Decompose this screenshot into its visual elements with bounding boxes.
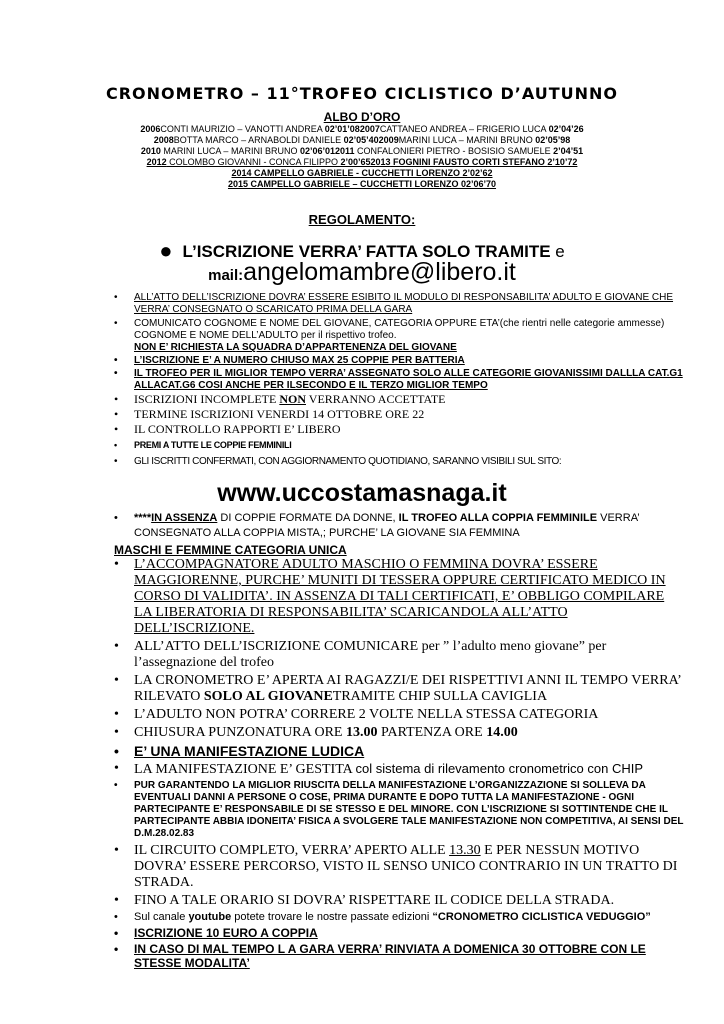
- winner-time: 02’06’01: [299, 146, 335, 156]
- winners-row: [0, 124, 724, 135]
- winner-year: 2012: [146, 157, 167, 167]
- winner-year: 2006: [140, 124, 161, 134]
- rule-text: ALL’ATTO DELL’ISCRIZIONE COMUNICARE: [134, 639, 422, 654]
- rule-text: DI COPPIE FORMATE DA DONNE,: [217, 512, 399, 524]
- rules-list-large: [114, 557, 684, 970]
- mail-line: [0, 258, 724, 287]
- list-item: [114, 455, 684, 468]
- list-item: [114, 725, 684, 741]
- rule-text: per ” l’adulto meno giovane” per l’assegnazione del trofeo: [134, 639, 607, 670]
- list-item: [114, 423, 684, 436]
- winner-names: CATTANEO ANDREA – FRIGERIO LUCA: [379, 124, 549, 134]
- rule-text: LA MANIFESTAZIONE E’ GESTITA: [134, 762, 356, 777]
- list-item: [114, 511, 684, 541]
- rule-text: IL CONTROLLO RAPPORTI E’ LIBERO: [134, 422, 341, 436]
- assenza-list: [114, 511, 684, 541]
- rule-text: NON E’ RICHIESTA LA SQUADRA D’APPARTENENZA DEL GIOVANE: [134, 342, 457, 353]
- rule-text: LA CRONOMETRO E’ APERTA AI RAGAZZI/E DEI RISPETTIVI ANNI IL TEMPO VERRA’ RILEVATO: [134, 673, 681, 704]
- mail-label: mail:: [208, 267, 244, 284]
- rule-text: CHIUSURA PUNZONATURA ORE: [134, 725, 346, 740]
- rule-text: E’ UNA MANIFESTAZIONE LUDICA: [134, 743, 365, 759]
- winners-list: [0, 124, 724, 190]
- winner-time: 2’00’65: [340, 157, 371, 167]
- list-item: [114, 439, 684, 452]
- list-item: [114, 318, 684, 354]
- list-item: [114, 780, 684, 840]
- winners-row: 2015 CAMPELLO GABRIELE – CUCCHETTI LORENZO 02’06’70: [227, 179, 497, 189]
- rule-text: youtube: [188, 911, 232, 923]
- rule-text: “CRONOMETRO CICLISTICA VEDUGGIO”: [432, 911, 651, 923]
- list-item: [114, 639, 684, 671]
- list-item: [114, 368, 684, 392]
- iscrizione-conj: e: [550, 242, 565, 261]
- winners-row: [0, 135, 724, 146]
- rule-text: per il rispettivo trofeo.: [300, 330, 397, 341]
- list-item: [114, 292, 684, 316]
- rule-text: IL TROFEO PER IL MIGLIOR TEMPO VERRA’ ASSEGNATO SOLO ALLE CATEGORIE GIOVANISSIMI DALLLA CAT.G1 ALLACAT.G6 COSI ANCHE PER ILSECONDO E IL TERZO MIGLIOR TEMPO: [134, 368, 683, 391]
- rule-text: Sul canale: [134, 911, 189, 923]
- rule-text: ISCRIZIONI INCOMPLETE: [134, 392, 280, 406]
- rule-text: ****: [134, 512, 152, 524]
- rule-text: L’ADULTO NON POTRA’ CORRERE 2 VOLTE NELLA STESSA CATEGORIA: [134, 707, 599, 722]
- rule-text: VERRA’ CONSEGNATO ALLA COPPIA MISTA,; PURCHE’ LA GIOVANE SIA FEMMINA: [134, 512, 640, 539]
- winner-time: 2’10’72: [547, 157, 578, 167]
- list-item: [114, 557, 684, 637]
- winner-time: 02’05’40: [343, 135, 379, 145]
- rule-text: (che rientri nelle categorie ammesse): [499, 318, 665, 329]
- rule-text: L’ISCRIZIONE E’ A NUMERO CHIUSO MAX 25 COPPIE PER BATTERIA: [134, 355, 465, 366]
- rule-text: 13.00: [345, 725, 378, 740]
- rule-text: COMUNICATO COGNOME E NOME DEL GIOVANE, CATEGORIA OPPURE ETA’: [134, 318, 500, 329]
- winner-year: 2008: [153, 135, 174, 145]
- rule-text: NON: [279, 392, 306, 406]
- rule-text: FINO A TALE ORARIO SI DOVRA’ RISPETTARE IL CODICE DELLA STRADA.: [134, 893, 615, 908]
- winner-names: MARINI LUCA – MARINI BRUNO: [160, 146, 300, 156]
- winner-time: 02’04’26: [548, 124, 584, 134]
- bullet-icon: ●: [159, 238, 173, 263]
- rule-text: SOLO AL GIOVANE: [203, 689, 333, 704]
- winners-row: 2014 CAMPELLO GABRIELE - CUCCHETTI LORENZO 2’02’62: [231, 168, 493, 178]
- list-item: [114, 743, 684, 759]
- mail-address: angelomambre@libero.it: [243, 258, 516, 286]
- winner-time: 02’01’08: [324, 124, 360, 134]
- rule-text: PREMI A TUTTE LE COPPIE FEMMINILI: [134, 440, 292, 450]
- list-item: [114, 707, 684, 723]
- maschi-femmine-heading: MASCHI E FEMMINE CATEGORIA UNICA: [114, 543, 347, 557]
- winners-row: [0, 157, 724, 168]
- rule-text: col sistema di rilevamento cronometrico con CHIP: [355, 761, 644, 776]
- winner-names: COLOMBO GIOVANNI - CONCA FILIPPO: [166, 157, 341, 167]
- document-title: CRONOMETRO – 11°TROFEO CICLISTICO D’AUTUNNO: [105, 84, 619, 103]
- winner-names: CONTI MAURIZIO – VANOTTI ANDREA: [160, 124, 325, 134]
- winner-names: FOGNINI FAUSTO CORTI STEFANO: [390, 157, 548, 167]
- winner-names: MARINI LUCA – MARINI BRUNO: [398, 135, 536, 145]
- rule-text: IN CASO DI MAL TEMPO L A GARA VERRA’ RINVIATA A DOMENICA 30 OTTOBRE CON LE STESSE MODALITA’: [134, 942, 646, 970]
- winner-year: 2011: [335, 146, 355, 156]
- list-item: [114, 393, 684, 406]
- winner-year: 2013: [370, 157, 391, 167]
- regolamento-heading: REGOLAMENTO:: [308, 212, 416, 227]
- winner-names: BOTTA MARCO – ARNABOLDI DANIELE: [173, 135, 344, 145]
- list-item: [114, 926, 684, 940]
- winner-year: 2007: [359, 124, 380, 134]
- list-item: [114, 408, 684, 421]
- rule-text: GLI ISCRITTI CONFERMATI, CON AGGIORNAMENTO QUOTIDIANO, SARANNO VISIBILI SUL SITO:: [134, 456, 562, 467]
- rules-list-small: [114, 292, 684, 468]
- rule-text: ALL’ATTO DELL’ISCRIZIONE DOVRA’ ESSERE ESIBITO IL MODULO DI RESPONSABILITA’ ADULTO E GIOVANE CHE VERRA’ CONSEGNATO O SCARICATO PRIMA DELLA GARA: [134, 292, 674, 315]
- winner-year: 2010: [140, 146, 161, 156]
- rule-text: IN ASSENZA: [151, 512, 218, 524]
- rule-text: IL CIRCUITO COMPLETO, VERRA’ APERTO ALLE: [134, 843, 450, 858]
- rule-text: VERRANNO ACCETTATE: [306, 392, 446, 406]
- winner-year: 2009: [378, 135, 399, 145]
- list-item: [114, 942, 684, 970]
- rule-text: PUR GARANTENDO LA MIGLIOR RIUSCITA DELLA MANIFESTAZIONE L’ORGANIZZAZIONE SI SOLLEVA DA EVENTUALI DANNI A PERSONE O COSE, PRIMA DURANTE E DOPO TUTTA LA MANIFESTAZIONE - OGNI PARTECIPANTE E’ RESPONSABILE DI SE STESSO E DEL MINORE. CON L’ISCRIZIONE SI SOTTINTENDE CHE IL PARTECIPANTE ABBIA IDONEITA’ FISICA A SVOLGERE TALE MANIFESTAZIONE NON COMPETITIVA, AI SENSI DEL D.M.28.02.83: [134, 780, 684, 839]
- rule-text: L’ACCOMPAGNATORE ADULTO MASCHIO O FEMMINA DOVRA’ ESSERE MAGGIORENNE, PURCHE’ MUNITI DI TESSERA OPPURE CERTIFICATO MEDICO IN CORSO DI VALIDITA’. IN ASSENZA DI TALI CERTIFICATI, E’ OBBLIGO COMPILARE LA LIBERATORIA DI RESPONSABILITA’ SCARICANDOLA ALL’ATTO DELL’ISCRIZIONE.: [134, 557, 666, 636]
- list-item: [114, 893, 684, 909]
- rule-text: TERMINE ISCRIZIONI VENERDI 14 OTTOBRE ORE 22: [134, 407, 425, 421]
- albo-doro-heading: ALBO D’ORO: [323, 110, 401, 124]
- rule-text: ISCRIZIONE 10 EURO A COPPIA: [134, 926, 318, 940]
- rule-text: PARTENZA ORE: [377, 725, 487, 740]
- rule-text: E PER NESSUN MOTIVO DOVRA’ ESSERE PERCORSO, VISTO IL SENSO UNICO CONTRARIO IN UN TRATTO DI STRADA.: [134, 843, 678, 890]
- list-item: [114, 673, 684, 705]
- list-item: [114, 911, 684, 924]
- rule-text: TRAMITE CHIP SULLA CAVIGLIA: [332, 689, 548, 704]
- list-item: [114, 355, 684, 367]
- rule-text: COGNOME E NOME DELL’ADULTO: [134, 330, 301, 341]
- rule-text: 14.00: [486, 725, 518, 740]
- iscrizione-text: L’ISCRIZIONE VERRA’ FATTA SOLO TRAMITE: [182, 242, 551, 261]
- list-item: [114, 843, 684, 891]
- winner-names: CONFALONIERI PIETRO - BOSISIO SAMUELE: [354, 146, 554, 156]
- rule-text: IL TROFEO ALLA COPPIA FEMMINILE: [398, 512, 598, 524]
- winner-time: 02’05’98: [535, 135, 571, 145]
- rule-text: potete trovare le nostre passate edizioni: [231, 911, 433, 923]
- list-item: [114, 761, 684, 778]
- website-url: www.uccostamasnaga.it: [217, 479, 507, 507]
- rule-text: 13.30: [449, 843, 481, 858]
- winner-time: 2’04’51: [553, 146, 584, 156]
- winners-row: [0, 146, 724, 157]
